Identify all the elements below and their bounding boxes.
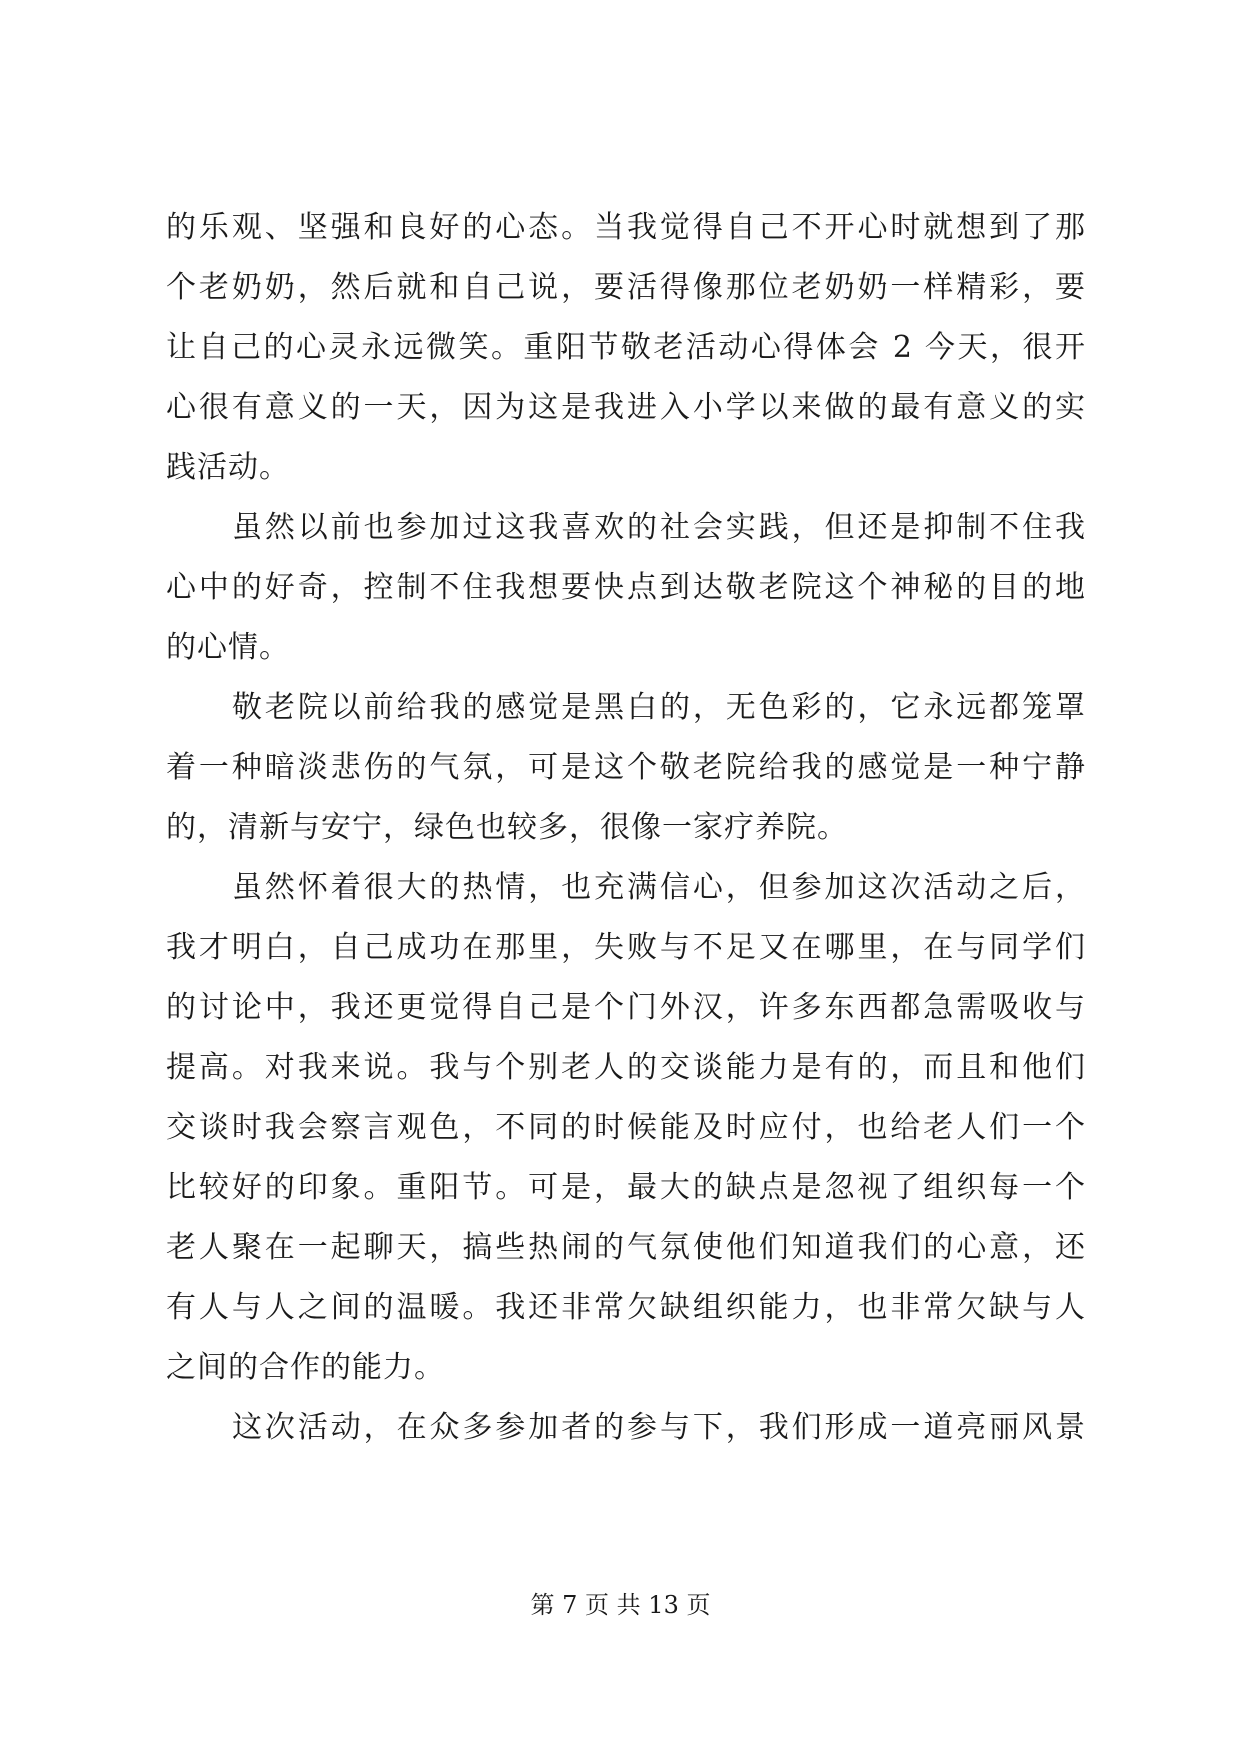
text-line: 提高。对我来说。我与个别老人的交谈能力是有的，而且和他们 bbox=[166, 1050, 1086, 1085]
text-line: 践活动。 bbox=[166, 450, 290, 485]
text-line: 比较好的印象。重阳节。可是，最大的缺点是忽视了组织每一个 bbox=[166, 1170, 1086, 1205]
text-line: 的乐观、坚强和良好的心态。当我觉得自己不开心时就想到了那 bbox=[166, 210, 1086, 245]
text-line: 的心情。 bbox=[166, 630, 290, 665]
text-line: 老人聚在一起聊天，搞些热闹的气氛使他们知道我们的心意，还 bbox=[166, 1230, 1086, 1265]
text-line: 虽然以前也参加过这我喜欢的社会实践，但还是抑制不住我 bbox=[232, 510, 1086, 545]
text-line: 着一种暗淡悲伤的气氛，可是这个敬老院给我的感觉是一种宁静 bbox=[166, 750, 1086, 785]
text-line: 个老奶奶，然后就和自己说，要活得像那位老奶奶一样精彩，要 bbox=[166, 270, 1086, 305]
text-line: 让自己的心灵永远微笑。重阳节敬老活动心得体会 2 今天，很开 bbox=[166, 330, 1086, 365]
text-line: 敬老院以前给我的感觉是黑白的，无色彩的，它永远都笼罩 bbox=[232, 690, 1086, 725]
text-line: 交谈时我会察言观色，不同的时候能及时应付，也给老人们一个 bbox=[166, 1110, 1086, 1145]
text-line: 心中的好奇，控制不住我想要快点到达敬老院这个神秘的目的地 bbox=[166, 570, 1086, 605]
text-line: 心很有意义的一天，因为这是我进入小学以来做的最有意义的实 bbox=[166, 390, 1086, 425]
text-line: 虽然怀着很大的热情，也充满信心，但参加这次活动之后， bbox=[232, 870, 1086, 905]
text-line: 的讨论中，我还更觉得自己是个门外汉，许多东西都急需吸收与 bbox=[166, 990, 1086, 1025]
text-line: 我才明白，自己成功在那里，失败与不足又在哪里，在与同学们 bbox=[166, 930, 1086, 965]
text-line: 的，清新与安宁，绿色也较多，很像一家疗养院。 bbox=[166, 810, 848, 845]
page-number-footer: 第 7 页 共 13 页 bbox=[530, 1591, 711, 1619]
text-line: 这次活动，在众多参加者的参与下，我们形成一道亮丽风景 bbox=[232, 1410, 1086, 1445]
text-line: 有人与人之间的温暖。我还非常欠缺组织能力，也非常欠缺与人 bbox=[166, 1290, 1086, 1325]
text-line: 之间的合作的能力。 bbox=[166, 1350, 445, 1385]
